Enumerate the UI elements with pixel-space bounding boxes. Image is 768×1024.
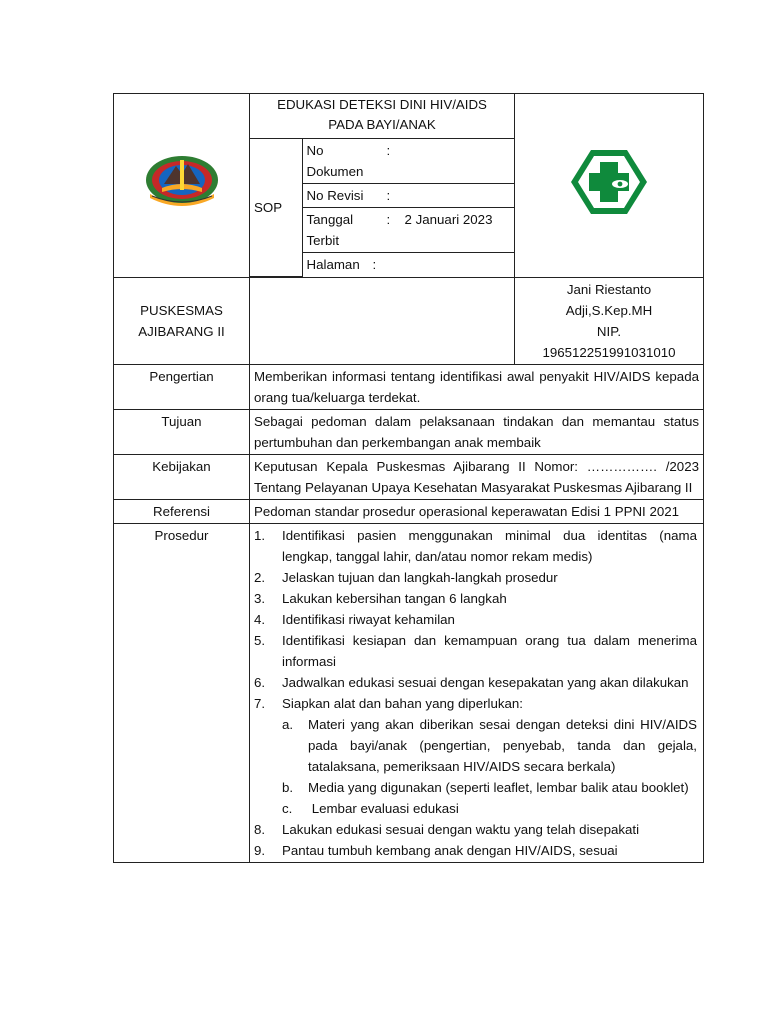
referensi-label: Referensi [114, 499, 250, 523]
step-text: Siapkan alat dan bahan yang diperlukan: [282, 695, 524, 711]
kebijakan-text: Keputusan Kepala Puskesmas Ajibarang II Nomor: ……………. /2023 Tentang Pelayanan Upaya Kesehatan Masyarakat Puskesmas Ajibarang II [250, 454, 704, 499]
list-item [282, 798, 697, 819]
sop-table [113, 93, 704, 863]
no-revisi-label: No Revisi [306, 188, 364, 203]
tujuan-label: Tujuan [114, 409, 250, 454]
puskesmas-green-cross-logo-icon [569, 148, 649, 216]
list-item [254, 609, 697, 630]
step-text: Identifikasi pasien menggunakan minimal dua identitas (nama lengkap, tanggal lahir, dan/atau nomor rekam medis) [282, 527, 697, 564]
substep-letter: b. [282, 779, 294, 795]
step-number: 1. [254, 527, 266, 543]
step-number: 2. [254, 569, 266, 585]
step-text: Jelaskan tujuan dan langkah-langkah prosedur [282, 569, 558, 585]
signer-name-line-1: Jani Riestanto [566, 281, 652, 297]
signer-cell [515, 277, 704, 364]
prosedur-label: Prosedur [114, 523, 250, 862]
tanggal-terbit-field [302, 208, 514, 253]
no-dokumen-label-1: No [306, 143, 324, 158]
referensi-text: Pedoman standar prosedur operasional keperawatan Edisi 1 PPNI 2021 [250, 499, 704, 523]
title-and-meta-cell [250, 94, 515, 278]
banyumas-regency-emblem-icon [142, 150, 222, 214]
procedure-steps [254, 525, 697, 861]
step-number: 6. [254, 674, 266, 690]
signer-name-line-2: Adji,S.Kep.MH [565, 302, 653, 318]
list-item [254, 819, 697, 840]
list-item [254, 588, 697, 609]
sop-label: SOP [250, 139, 302, 276]
tanggal-label-2: Terbit [306, 233, 340, 248]
list-item [254, 630, 697, 672]
puskesmas-logo-cell [515, 94, 704, 278]
substep-text: Materi yang akan diberikan sesai dengan deteksi dini HIV/AIDS pada bayi/anak (pengertian, penyebab, tanda dan gejala, tatalaksana, pemeriksaan HIV/AIDS secara berkala) [308, 716, 697, 774]
substep-text: Lembar evaluasi edukasi [308, 800, 459, 816]
document-title [250, 94, 514, 139]
step-text: Lakukan edukasi sesuai dengan waktu yang telah disepakati [282, 821, 640, 837]
institution-empty-cell [250, 277, 515, 364]
step-number: 8. [254, 821, 266, 837]
document-meta-table [250, 139, 514, 277]
step-number: 7. [254, 695, 266, 711]
institution-line-1: PUSKESMAS [140, 302, 223, 318]
no-revisi-colon: : [386, 188, 391, 203]
no-dokumen-field [302, 139, 514, 184]
signer-nip: 196512251991031010 [542, 344, 676, 360]
substep-text: Media yang digunakan (seperti leaflet, lembar balik atau booklet) [308, 779, 689, 795]
step-number: 3. [254, 590, 266, 606]
list-item [254, 672, 697, 693]
title-line-2: PADA BAYI/ANAK [328, 117, 436, 132]
pengertian-label: Pengertian [114, 364, 250, 409]
no-revisi-field [302, 184, 514, 208]
halaman-label: Halaman [306, 257, 360, 272]
no-dokumen-label-2: Dokumen [306, 164, 364, 179]
prosedur-content [250, 523, 704, 862]
list-item [254, 525, 697, 567]
step-text: Identifikasi kesiapan dan kemampuan orang tua dalam menerima informasi [282, 632, 697, 669]
title-line-1: EDUKASI DETEKSI DINI HIV/AIDS [277, 97, 487, 112]
list-item [282, 777, 697, 798]
tanggal-label-1: Tanggal [306, 212, 354, 227]
no-dokumen-colon: : [386, 143, 391, 158]
halaman-field [302, 253, 514, 277]
tanggal-colon: : [386, 212, 391, 227]
step-text: Jadwalkan edukasi sesuai dengan kesepakatan yang akan dilakukan [282, 674, 689, 690]
pengertian-text: Memberikan informasi tentang identifikasi awal penyakit HIV/AIDS kepada orang tua/keluarga terdekat. [250, 364, 704, 409]
step-text: Identifikasi riwayat kehamilan [282, 611, 455, 627]
regency-emblem-cell [114, 94, 250, 278]
institution-line-2: AJIBARANG II [138, 323, 225, 339]
list-item [254, 567, 697, 588]
sub-steps [282, 714, 697, 819]
kebijakan-label: Kebijakan [114, 454, 250, 499]
step-text: Pantau tumbuh kembang anak dengan HIV/AIDS, sesuai [282, 842, 618, 858]
institution-cell [114, 277, 250, 364]
signer-nip-label: NIP. [596, 323, 622, 339]
step-number: 9. [254, 842, 266, 858]
halaman-colon: : [372, 257, 377, 272]
step-7-body [282, 693, 697, 819]
substep-letter: c. [282, 800, 293, 816]
step-number: 5. [254, 632, 266, 648]
step-text: Lakukan kebersihan tangan 6 langkah [282, 590, 507, 606]
list-item [254, 840, 697, 861]
tujuan-text: Sebagai pedoman dalam pelaksanaan tindakan dan memantau status pertumbuhan dan perkembangan anak membaik [250, 409, 704, 454]
list-item [282, 714, 697, 777]
list-item [254, 693, 697, 819]
substep-letter: a. [282, 716, 294, 732]
step-number: 4. [254, 611, 266, 627]
tanggal-value: 2 Januari 2023 [404, 212, 493, 227]
